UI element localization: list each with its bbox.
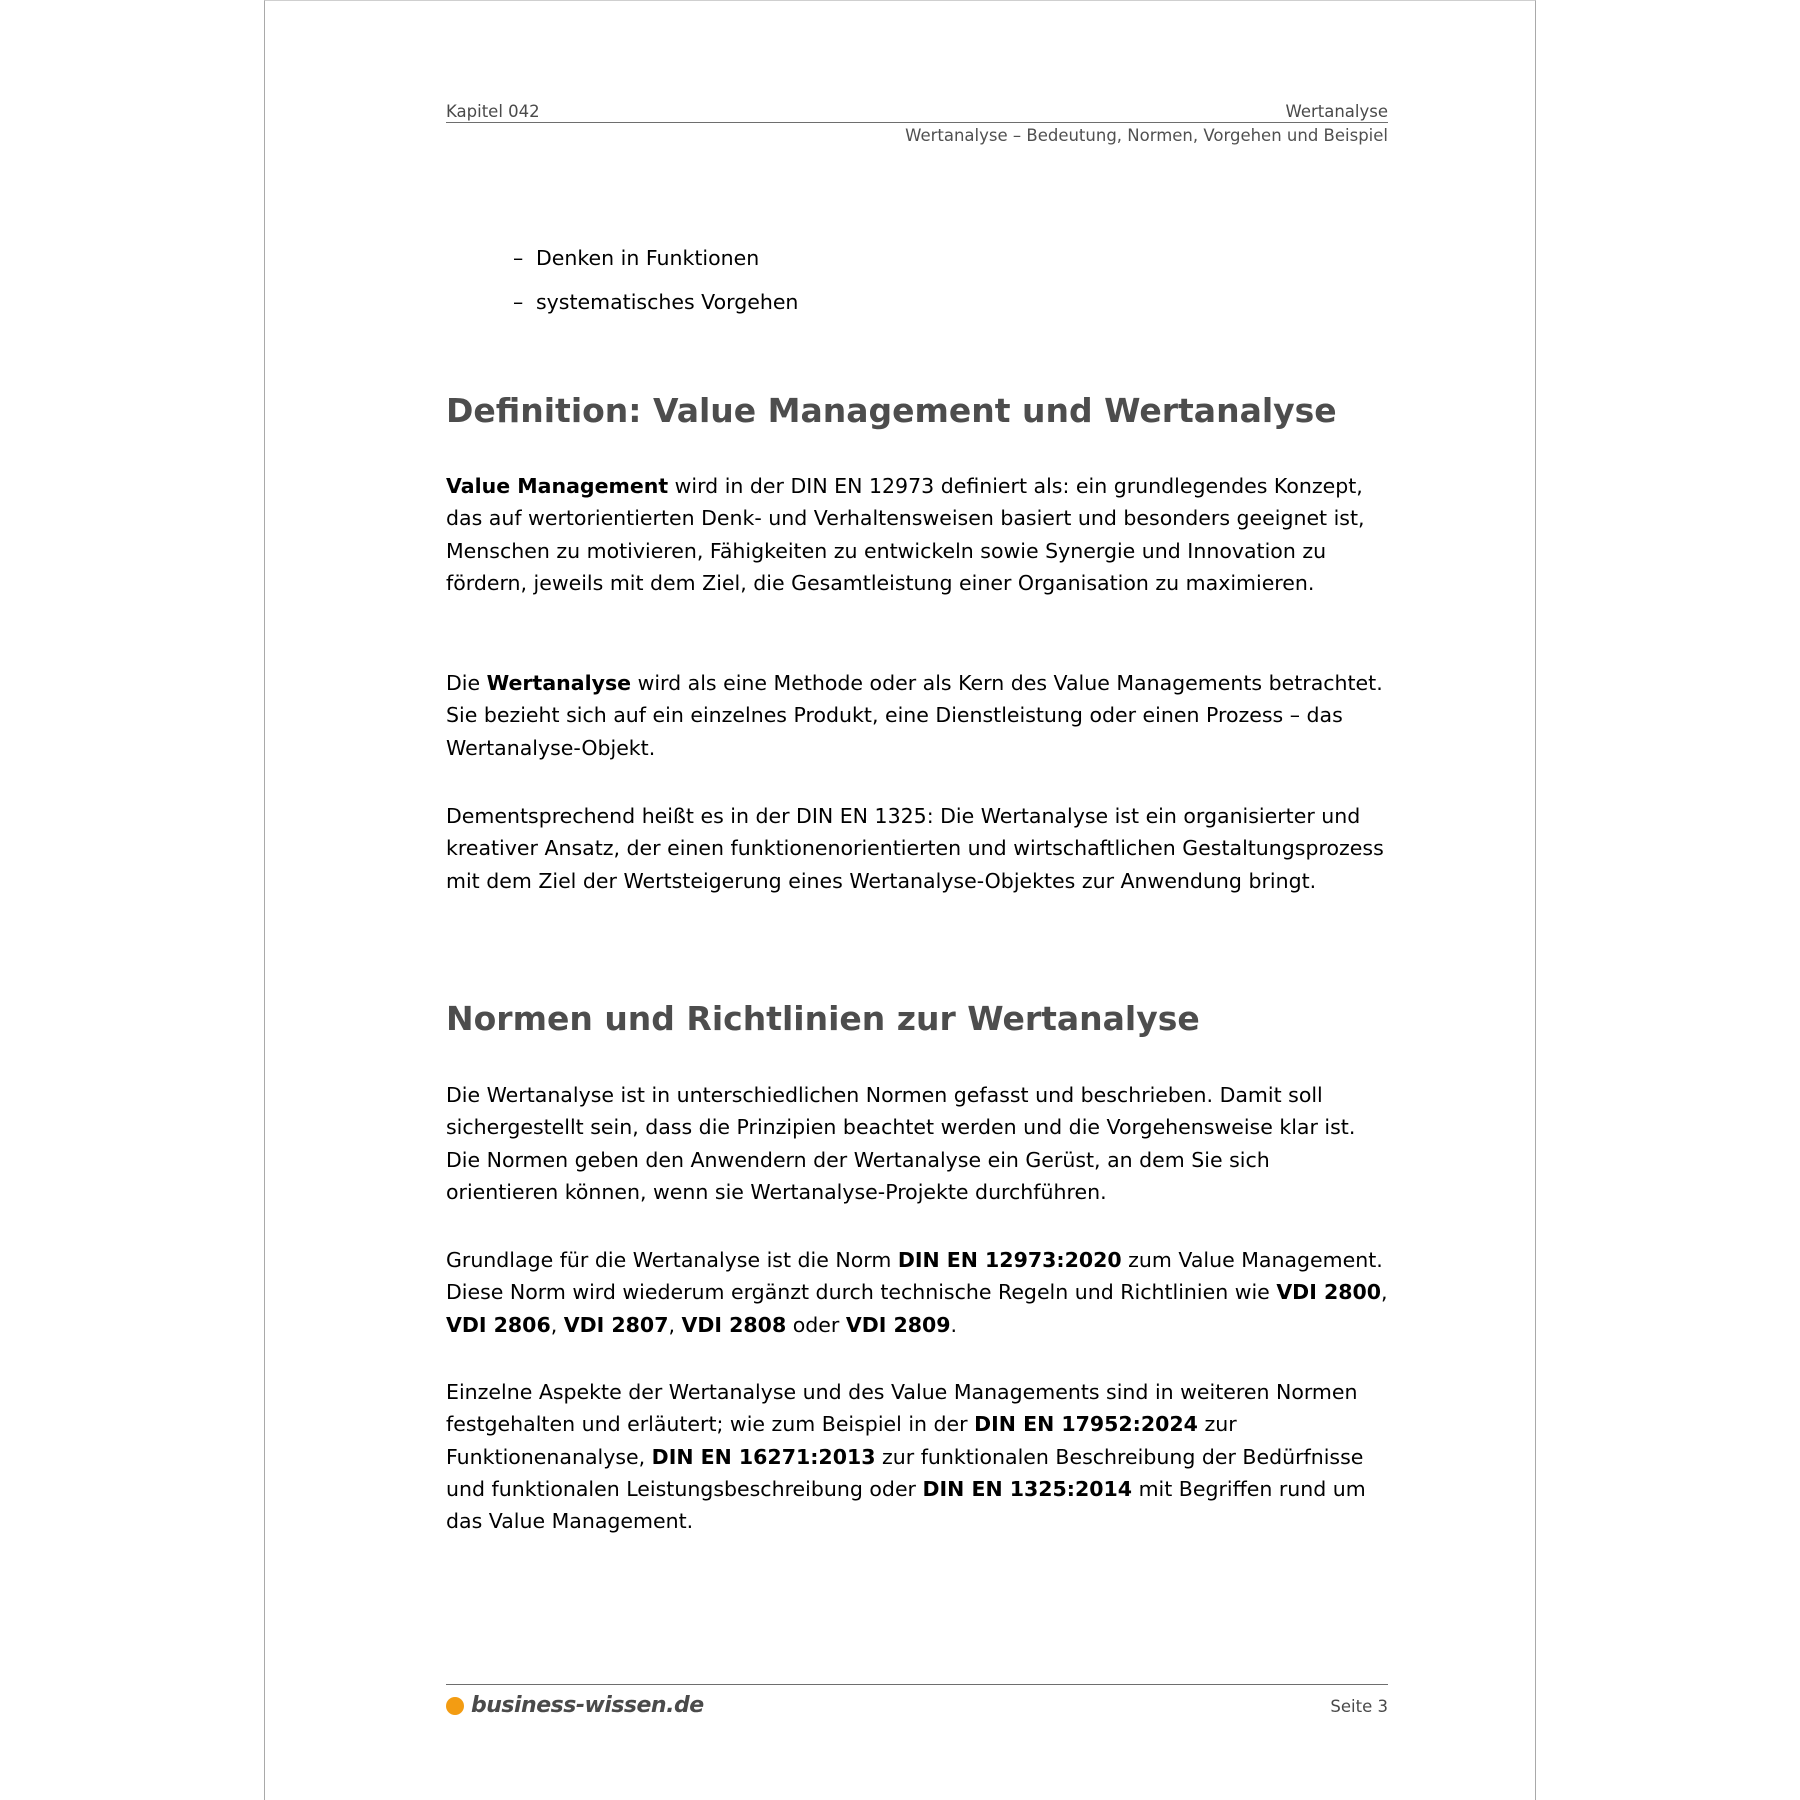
bold-term: DIN EN 17952:2024 <box>974 1412 1198 1437</box>
paragraph-text: wird in der DIN EN 12973 definiert als: ein grundlegendes Konzept, das auf wertorientierten Denk- und Verhaltensweisen basiert und besonders geeignet ist, Menschen zu motivieren, Fähigkeiten zu entwickeln sowie Synergie und Innovation zu fördern, jeweils mit dem Ziel, die Gesamtleistung einer Organisation zu maximieren. <box>446 474 1365 595</box>
logo-dot-icon <box>446 1697 464 1715</box>
section-heading-definition: Definition: Value Management und Wertanalyse <box>446 391 1337 430</box>
bullet-marker: – <box>513 290 524 314</box>
separator: . <box>950 1312 958 1337</box>
paragraph-text: mit Begriffen rund um das Value Management. <box>446 1476 1366 1534</box>
header-subtitle: Wertanalyse – Bedeutung, Normen, Vorgehen und Beispiel <box>905 126 1388 145</box>
document-page <box>264 0 1536 1800</box>
separator: , <box>1381 1280 1388 1305</box>
header-title: Wertanalyse <box>1285 102 1388 121</box>
paragraph-text: Grundlage für die Wertanalyse ist die Norm <box>446 1248 898 1272</box>
paragraph-grundlage <box>446 1244 1388 1341</box>
bold-term: VDI 2806 <box>446 1312 551 1337</box>
paragraph-normen-intro: Die Wertanalyse ist in unterschiedlichen Normen gefasst und beschrieben. Damit soll sichergestellt sein, dass die Prinzipien beachtet werden und die Vorgehensweise klar ist. Die Normen geben den Anwendern der Wertanalyse ein Gerüst, an dem Sie sich orientieren können, wenn sie Wertanalyse-Projekte durchführen. <box>446 1083 1356 1204</box>
paragraph-text: Einzelne Aspekte der Wertanalyse und des Value Managements sind in weiteren Normen festgehalten und erläutert; wie zum Beispiel in der <box>446 1380 1358 1437</box>
bold-term: VDI 2809 <box>845 1312 951 1337</box>
paragraph-text: Die <box>446 671 487 695</box>
bold-term: VDI 2808 <box>681 1312 787 1337</box>
paragraph-aspekte <box>446 1376 1388 1537</box>
paragraph-wertanalyse <box>446 667 1388 764</box>
page-header <box>446 99 1388 145</box>
separator: , <box>550 1312 564 1337</box>
bullet-marker: – <box>513 246 524 270</box>
bold-term: DIN EN 12973:2020 <box>897 1248 1122 1272</box>
paragraph-text: zur funktionalen Beschreibung der Bedürfnisse und funktionalen Leistungsbeschreibung oder <box>446 1444 1364 1501</box>
paragraph-text: zur Funktionenanalyse, <box>446 1412 1237 1469</box>
bold-term: VDI 2800 <box>1276 1280 1382 1305</box>
bold-term: Wertanalyse <box>486 671 632 695</box>
bold-term: DIN EN 1325:2014 <box>922 1476 1133 1501</box>
paragraph-text: zum Value Management. Diese Norm wird wiederum ergänzt durch technische Regeln und Richtlinien wie <box>446 1248 1383 1305</box>
separator: oder <box>786 1312 846 1337</box>
paragraph-din-1325: Dementsprechend heißt es in der DIN EN 1325: Die Wertanalyse ist ein organisierter und kreativer Ansatz, der einen funktionenorientierten und wirtschaftlichen Gestaltungsprozess mit dem Ziel der Wertsteigerung eines Wertanalyse-Objektes zur Anwendung bringt. <box>446 804 1384 893</box>
bullet-list <box>446 243 1388 331</box>
bold-term: Value Management <box>446 474 669 498</box>
bold-term: VDI 2807 <box>563 1312 669 1337</box>
bullet-text: Denken in Funktionen <box>536 246 760 270</box>
separator: , <box>668 1312 682 1337</box>
paragraph-text: wird als eine Methode oder als Kern des Value Managements betrachtet. Sie bezieht sich auf ein einzelnes Produkt, eine Dienstleistung oder einen Prozess – das Wertanalyse-Objekt. <box>446 671 1383 760</box>
chapter-label: Kapitel 042 <box>446 102 540 121</box>
paragraph-value-management <box>446 470 1388 599</box>
list-item <box>446 243 1388 287</box>
section-heading-normen: Normen und Richtlinien zur Wertanalyse <box>446 999 1200 1038</box>
page-footer <box>446 1684 1388 1725</box>
list-item <box>446 287 1388 331</box>
logo-text: business-wissen.de <box>471 1693 704 1718</box>
business-wissen-logo[interactable] <box>446 1693 704 1718</box>
bold-term: DIN EN 16271:2013 <box>651 1444 876 1469</box>
page-number: Seite 3 <box>1330 1697 1388 1716</box>
bullet-text: systematisches Vorgehen <box>536 290 799 314</box>
